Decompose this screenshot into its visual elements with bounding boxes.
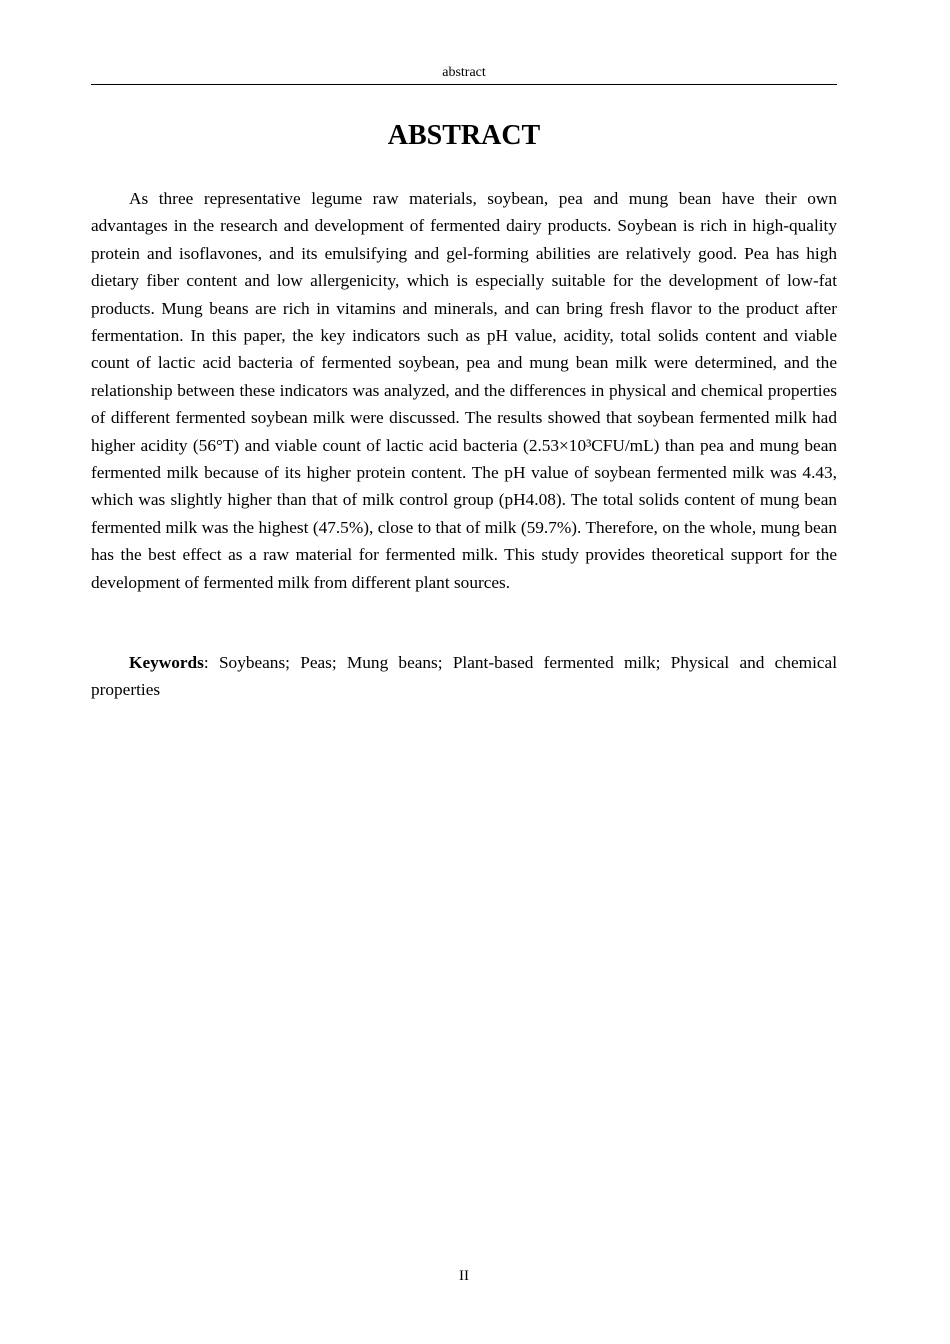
page-number: II (459, 1268, 469, 1284)
running-header: abstract (442, 65, 486, 80)
keywords-text: Soybeans; Peas; Mung beans; Plant-based fermented milk; Physical and chemical properties (91, 653, 838, 700)
header-rule (91, 84, 837, 85)
keywords-paragraph (91, 649, 837, 704)
keywords-label: Keywords (129, 653, 204, 672)
keywords-separator: : (203, 653, 219, 672)
abstract-paragraph: As three representative legume raw materials, soybean, pea and mung bean have their own advantages in the research and development of fermented dairy products. Soybean is rich in high-quality protein and isoflavones, and its emulsifying and gel-forming abilities are relatively good. Pea has high dietary fiber content and low allergenicity, which is especially suitable for the development of low-fat products. Mung beans are rich in vitamins and minerals, and can bring fresh flavor to the product after fermentation. In this paper, the key indicators such as pH value, acidity, total solids content and viable count of lactic acid bacteria of fermented soybean, pea and mung bean milk were determined, and the relationship between these indicators was analyzed, and the differences in physical and chemical properties of different fermented soybean milk were discussed. The results showed that soybean fermented milk had higher acidity (56°T) and viable count of lactic acid bacteria (2.53×10³CFU/mL) than pea and mung bean fermented milk because of its higher protein content. The pH value of soybean fermented milk was 4.43, which was slightly higher than that of milk control group (pH4.08). The total solids content of mung bean fermented milk was the highest (47.5%), close to that of milk (59.7%). Therefore, on the whole, mung bean has the best effect as a raw material for fermented milk. This study provides theoretical support for the development of fermented milk from different plant sources. (91, 189, 837, 592)
page-title: ABSTRACT (387, 120, 541, 151)
